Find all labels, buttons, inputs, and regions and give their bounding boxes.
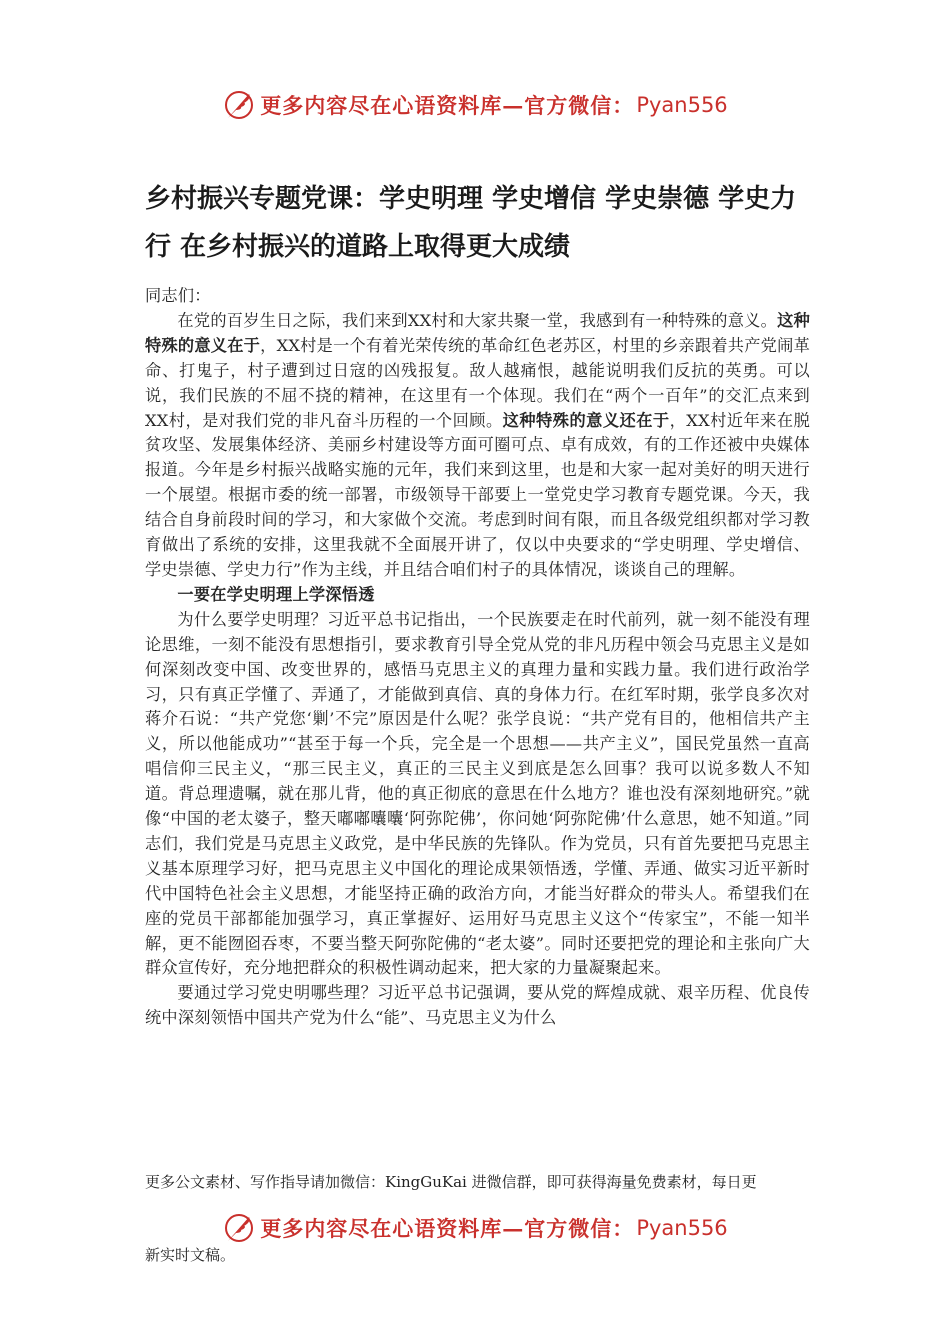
banner-wechat-id: Pyan556 <box>636 1216 728 1240</box>
quill-pen-logo-icon <box>222 88 256 122</box>
footer-note-line-2: 新实时文稿。 <box>145 1246 236 1264</box>
banner-wechat-id: Pyan556 <box>636 93 728 117</box>
para1-text-2: ，XX村是一个有着光荣传统的革命红色老苏区，村里的乡亲跟着共产党闹革命、打鬼子，村子遭到过日寇的凶残报复。敌人越痛恨，越能说明我们反抗的英勇。可以说，我们民族的不屈不挠的精神，在这里有一个体现。我们在“两个一百年”的交汇点来到XX村，是对我们党的非凡奋斗历程的一个回顾。 <box>145 335 811 430</box>
banner-text: 更多内容尽在心语资料库—官方微信： <box>260 93 635 118</box>
para1-emphasis-2: 这种特殊的意义还在于 <box>502 410 670 430</box>
footer-note-line-1: 更多公文素材、写作指导请加微信：KingGuKai 进微信群，即可获得海量免费素材，每日更 <box>145 1173 757 1191</box>
para1-text-1: 在党的百岁生日之际，我们来到XX村和大家共聚一堂，我感到有一种特殊的意义。 <box>177 310 778 330</box>
header-banner <box>0 85 950 125</box>
document-body <box>145 284 810 1031</box>
footer-banner <box>0 1208 950 1248</box>
para1-emphasis-1: 这种特殊的意义在于 <box>145 310 811 355</box>
banner-text: 更多内容尽在心语资料库—官方微信： <box>260 1216 635 1241</box>
para1-text-3: ，XX村近年来在脱贫攻坚、发展集体经济、美丽乡村建设等方面可圈可点、卓有成效，有的工作还被中央媒体报道。今年是乡村振兴战略实施的元年，我们来到这里，也是和大家一起对美好的明天进行一个展望。根据市委的统一部署，市级领导干部要上一堂党史学习教育专题党课。今天，我结合自身前段时间的学习，和大家做个交流。考虑到时间有限，而且各级党组织都对学习教育做出了系统的安排，这里我就不全面展开讲了，仅以中央要求的“学史明理、学史增信、学史崇德、学史力行”作为主线，并且结合咱们村子的具体情况，谈谈自己的理解。 <box>145 410 811 579</box>
paragraph-1 <box>145 309 810 583</box>
document-title: 乡村振兴专题党课：学史明理 学史增信 学史崇德 学史力行 在乡村振兴的道路上取得更大成绩 <box>145 184 797 262</box>
quill-pen-logo-icon <box>222 1211 256 1245</box>
paragraph-2: 为什么要学史明理？习近平总书记指出，一个民族要走在时代前列，就一刻不能没有理论思维，一刻不能没有思想指引，要求教育引导全党从党的非凡历程中领会马克思主义是如何深刻改变中国、改变世界的，感悟马克思主义的真理力量和实践力量。我们进行政治学习，只有真正学懂了、弄通了，才能做到真信、真的身体力行。在红军时期，张学良多次对蒋介石说：“共产党您‘剿’不完”原因是什么呢？张学良说：“共产党有目的，他相信共产主义，所以他能成功”“甚至于每一个兵，完全是一个思想——共产主义”，国民党虽然一直高唱信仰三民主义，“那三民主义，真正的三民主义到底是怎么回事？我可以说多数人不知道。背总理遗嘱，就在那儿背，他的真正彻底的意思在什么地方？谁也没有深刻地研究。”就像“中国的老太婆子，整天嘟嘟囔囔‘阿弥陀佛’，你问她‘阿弥陀佛’什么意思，她不知道。”同志们，我们党是马克思主义政党，是中华民族的先锋队。作为党员，只有首先要把马克思主义基本原理学习好，把马克思主义中国化的理论成果领悟透，学懂、弄通、做实习近平新时代中国特色社会主义思想，才能坚持正确的政治方向，才能当好群众的带头人。希望我们在座的党员干部都能加强学习，真正掌握好、运用好马克思主义这个“传家宝”，不能一知半解，更不能囫囵吞枣，不要当整天阿弥陀佛的“老太婆”。同时还要把党的理论和主张向广大群众宣传好，充分地把群众的积极性调动起来，把大家的力量凝聚起来。 <box>145 609 810 978</box>
section-heading-1: 一要在学史明理上学深悟透 <box>177 584 375 604</box>
greeting: 同志们： <box>145 286 211 305</box>
paragraph-3: 要通过学习党史明哪些理？习近平总书记强调，要从党的辉煌成就、艰辛历程、优良传统中深刻领悟中国共产党为什么“能”、马克思主义为什么 <box>145 983 810 1028</box>
